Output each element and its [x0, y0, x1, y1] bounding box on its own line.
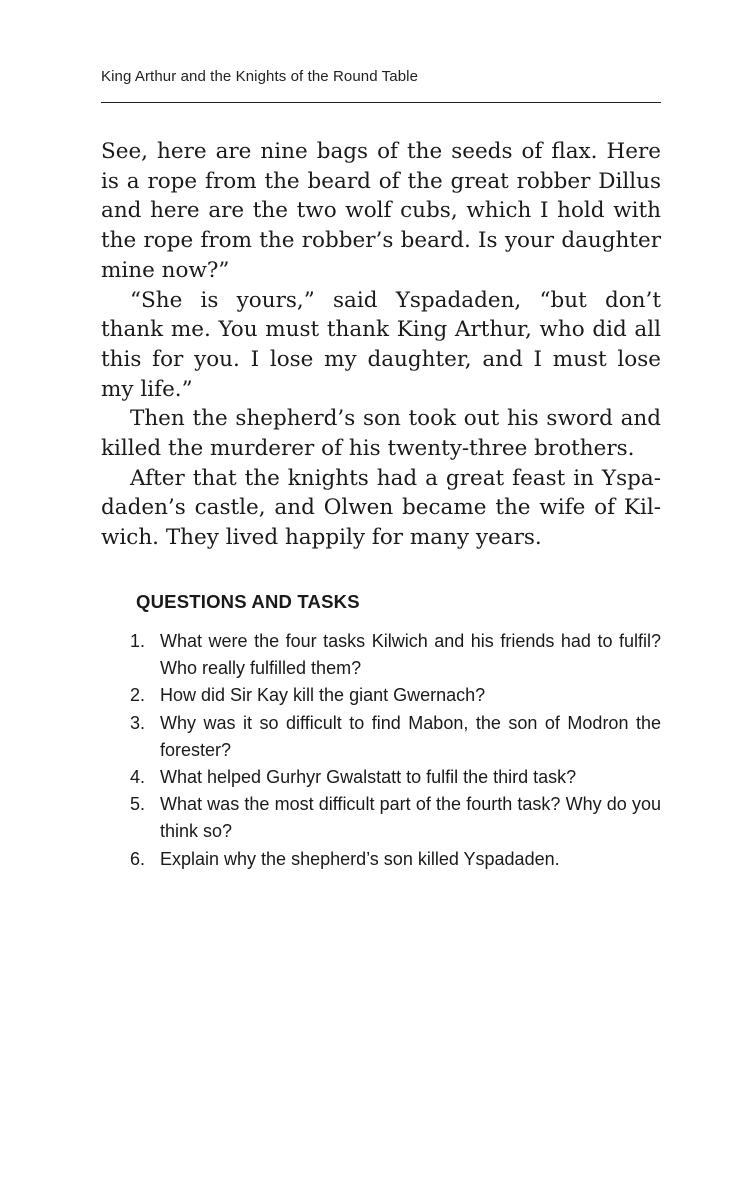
header-rule	[101, 102, 661, 103]
question-text: Why was it so difficult to find Mabon, the son of Modron the forester?	[160, 712, 661, 760]
question-item	[130, 682, 661, 709]
question-number: 2.	[130, 685, 146, 706]
question-number: 3.	[130, 712, 146, 733]
questions-heading: QUESTIONS AND TASKS	[136, 591, 360, 612]
question-text: What was the most difficult part of the fourth task? Why do you think so?	[160, 794, 661, 842]
question-number: 1.	[130, 631, 146, 651]
running-head: King Arthur and the Knights of the Round Table	[101, 68, 419, 85]
question-number: 5.	[130, 794, 146, 815]
question-item	[130, 710, 661, 764]
question-number: 6.	[130, 848, 146, 869]
story-paragraph: Then the shepherd’s son took out his sword and killed the murderer of his twenty-three brothers.	[101, 406, 661, 462]
question-text: How did Sir Kay kill the giant Gwernach?	[160, 685, 486, 706]
story-text	[101, 137, 661, 553]
questions-list	[130, 628, 661, 873]
question-number: 4.	[130, 767, 146, 788]
question-item	[130, 791, 661, 845]
question-text: What were the four tasks Kilwich and his friends had to fulfil? Who really fulfilled them?	[160, 631, 661, 679]
story-paragraph: After that the knights had a great feast in Yspadaden’s castle, and Olwen became the wife of Kilwich. They lived happily for many years.	[101, 465, 661, 551]
question-text: What helped Gurhyr Gwalstatt to fulfil the third task?	[160, 767, 577, 788]
question-text: Explain why the shepherd’s son killed Yspadaden.	[160, 848, 560, 869]
question-item	[130, 764, 661, 791]
story-paragraph: See, here are nine bags of the seeds of flax. Here is a rope from the beard of the great robber Dillus and here are the two wolf cubs, which I hold with the rope from the robber’s beard. Is your daughter mine now?”	[101, 139, 661, 283]
story-paragraph: “She is yours,” said Yspadaden, “but don’t thank me. You must thank King Arthur, who did all this for you. I lose my daughter, and I must lose my life.”	[101, 287, 661, 402]
question-item	[130, 846, 661, 873]
question-item	[130, 628, 661, 682]
